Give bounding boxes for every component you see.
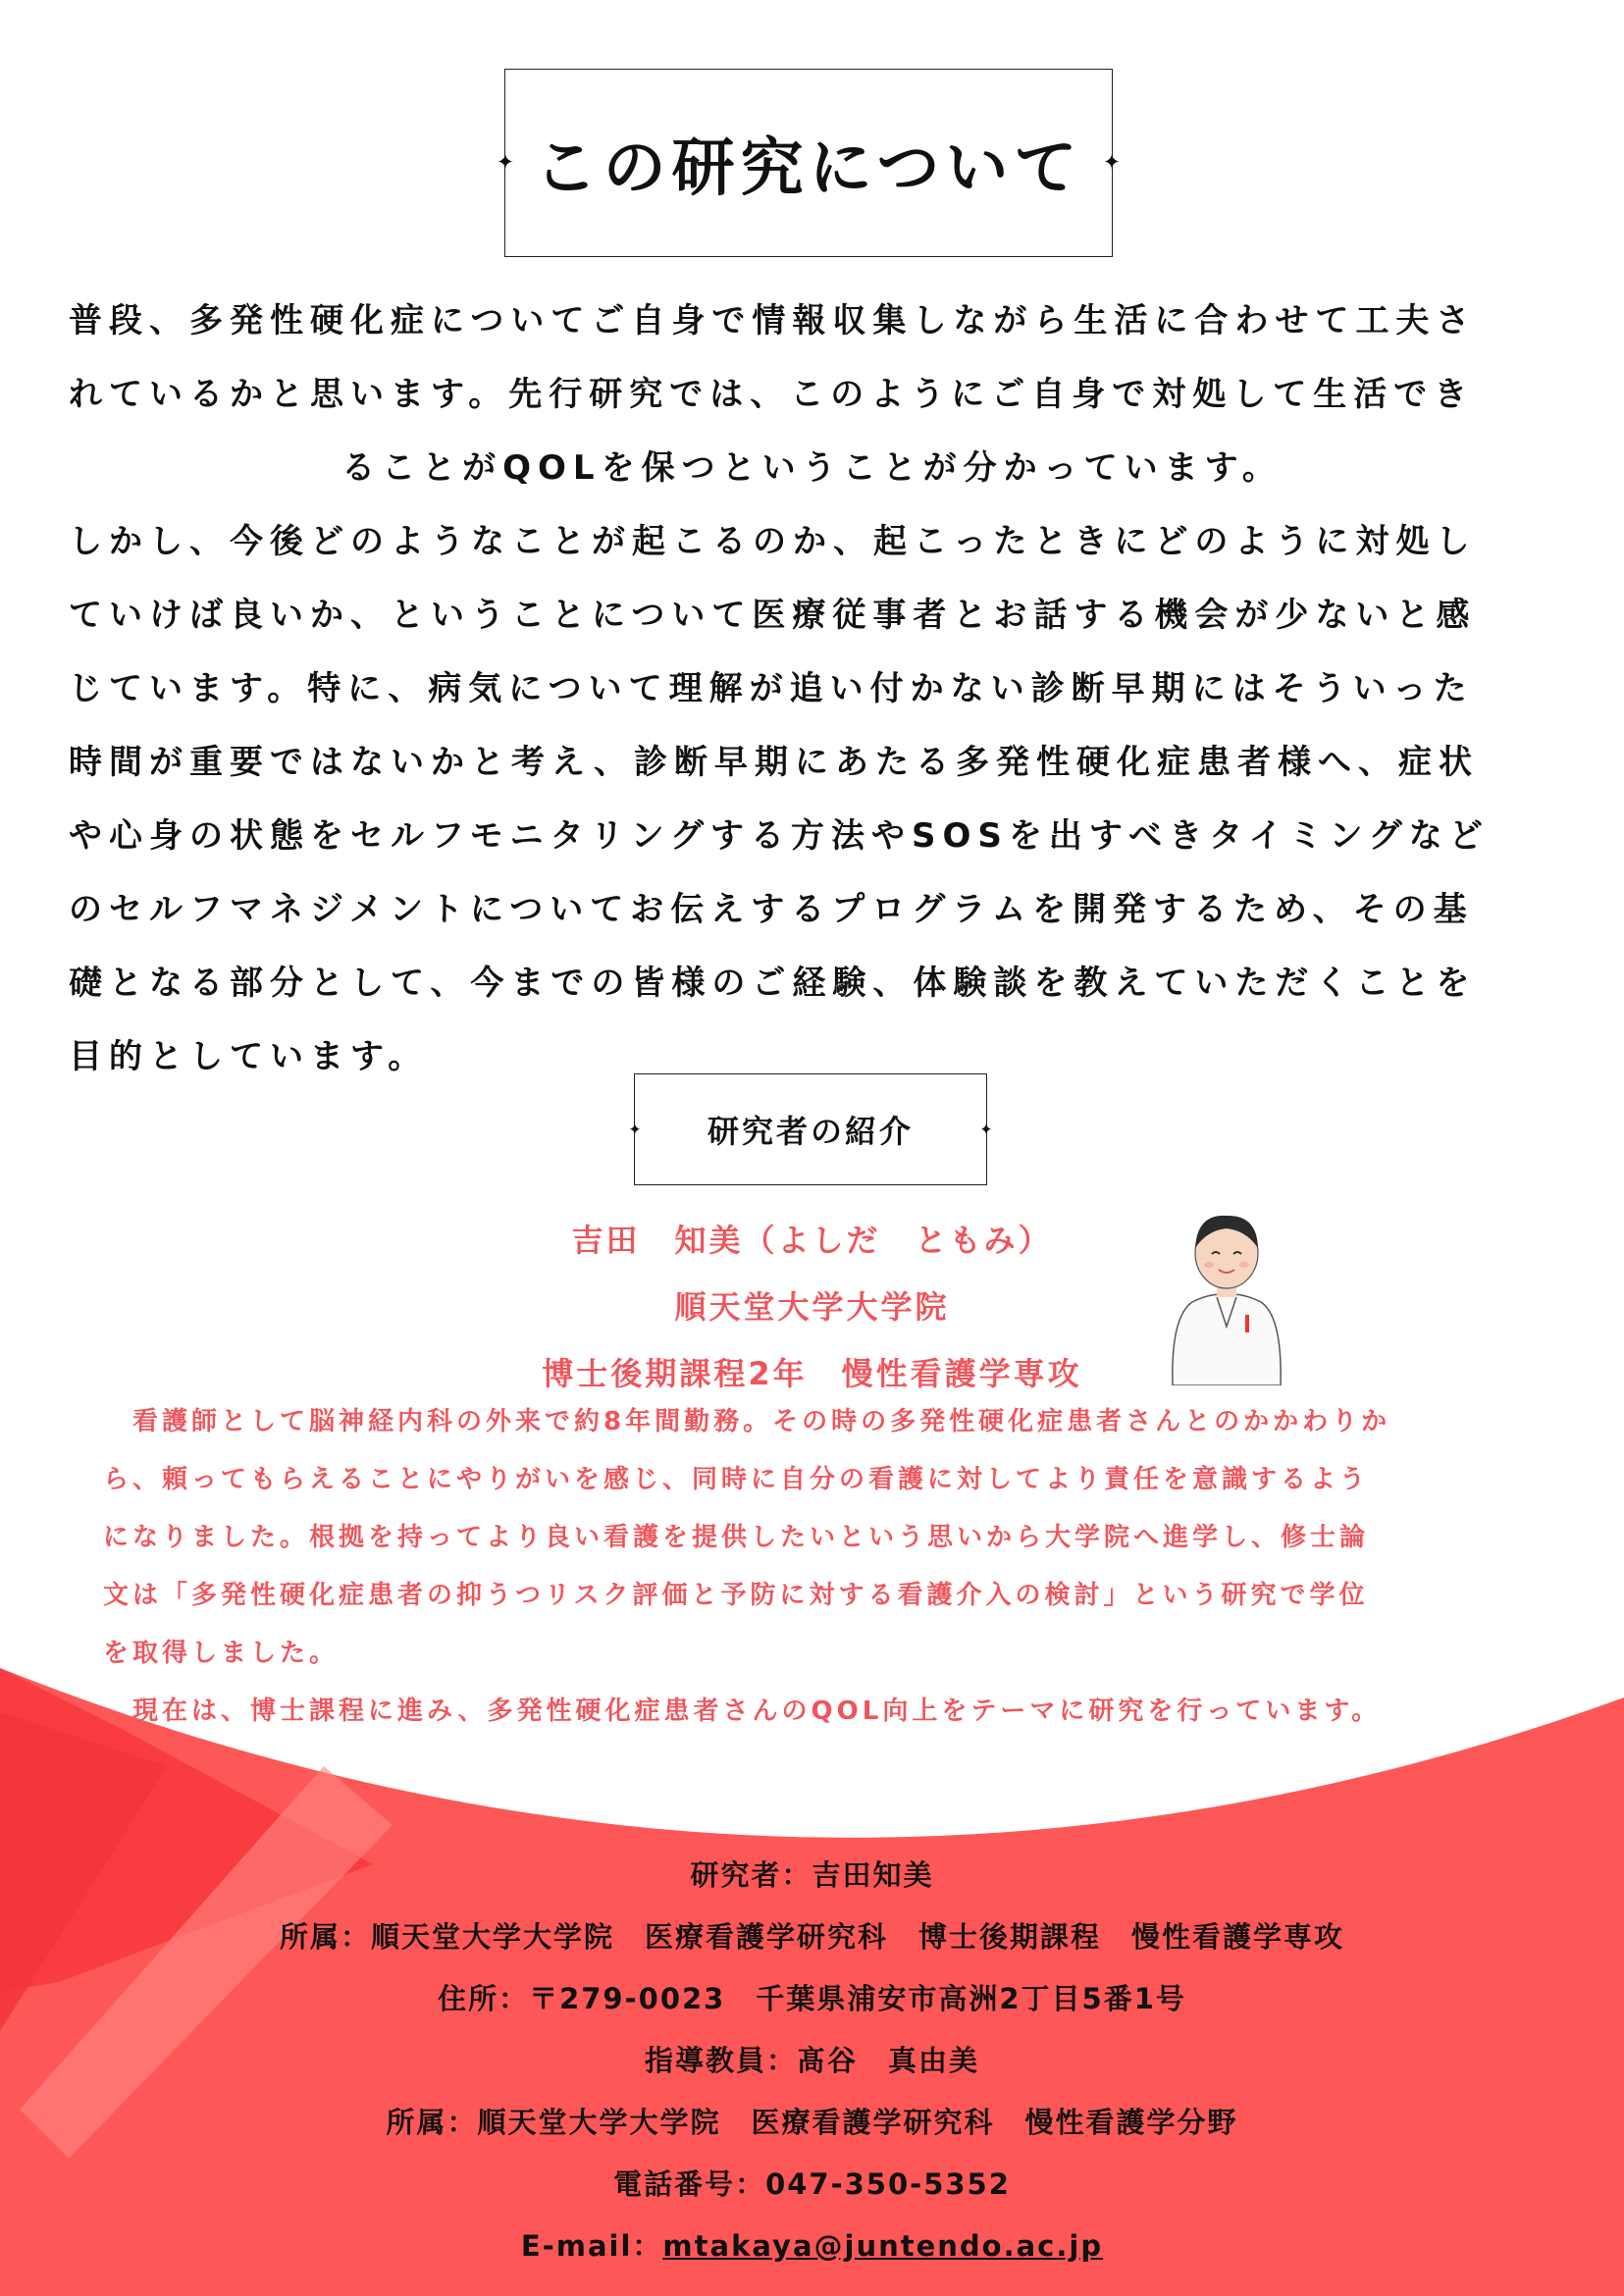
researcher-bio xyxy=(103,1393,1536,1741)
contact-info xyxy=(0,1845,1624,2277)
bio-line: 現在は、博士課程に進み、多発性硬化症患者さんのQOL向上をテーマに研究を行っています。 xyxy=(103,1696,1382,1726)
intro-line: や心身の状態をセルフモニタリングする方法やSOSを出すべきタイミングなど xyxy=(69,816,1490,856)
intro-line: れているかと思います。先行研究では、このようにご自身で対処して生活でき xyxy=(69,375,1475,414)
bio-line: 文は「多発性硬化症患者の抑うつリスク評価と予防に対する看護介入の検討」という研究で学位 xyxy=(103,1581,1369,1610)
sparkle-icon: ✦ xyxy=(979,1120,993,1139)
intro-line: 時間が重要ではないかと考え、診断早期にあたる多発性硬化症患者様へ、症状 xyxy=(69,743,1480,782)
researcher-name: 吉田 知美（よしだ ともみ） xyxy=(571,1222,1053,1259)
bio-line: ら、頼ってもらえることにやりがいを感じ、同時に自分の看護に対してより責任を意識するよう xyxy=(103,1465,1370,1494)
researcher-heading: 研究者の紹介 xyxy=(707,1113,914,1150)
researcher-school: 順天堂大学大学院 xyxy=(674,1288,950,1326)
email-label: E-mail： xyxy=(520,2229,663,2263)
sparkle-icon: ✦ xyxy=(1102,150,1122,176)
sparkle-icon: ✦ xyxy=(496,150,515,176)
page-title: この研究について xyxy=(534,132,1083,205)
intro-line: しかし、今後どのようなことが起こるのか、起こったときにどのように対処し xyxy=(69,522,1477,561)
contact-advisor: 指導教員：髙谷 真由美 xyxy=(644,2044,979,2077)
nurse-avatar xyxy=(1163,1199,1290,1385)
intro-line: 目的としています。 xyxy=(69,1037,429,1076)
bio-line: を取得しました。 xyxy=(103,1639,340,1668)
title-box xyxy=(496,69,1122,257)
intro-line: 普段、多発性硬化症についてご自身で情報収集しながら生活に合わせて工夫さ xyxy=(69,301,1477,340)
contact-phone: 電話番号：047-350-5352 xyxy=(613,2167,1011,2201)
intro-line: ることがQOLを保つということが分かっています。 xyxy=(341,448,1283,488)
contact-email-row xyxy=(0,2216,1624,2277)
sparkle-icon: ✦ xyxy=(628,1120,642,1139)
intro-line: 礎となる部分として、今までの皆様のご経験、体験談を教えていただくことを xyxy=(69,964,1477,1003)
intro-paragraph xyxy=(69,285,1555,1094)
intro-line: のセルフマネジメントについてお伝えするプログラムを開発するため、その基 xyxy=(69,890,1474,929)
contact-affiliation: 所属：順天堂大学大学院 医療看護学研究科 博士後期課程 慢性看護学専攻 xyxy=(279,1920,1344,1954)
bio-line: になりました。根拠を持ってより良い看護を提供したいという思いから大学院へ進学し、修士論 xyxy=(103,1523,1370,1552)
bio-line: 看護師として脳神経内科の外来で約8年間勤務。その時の多発性硬化症患者さんとのかかわりか xyxy=(103,1407,1391,1436)
email-link[interactable]: mtakaya@juntendo.ac.jp xyxy=(662,2229,1104,2263)
researcher-program: 博士後期課程2年 慢性看護学専攻 xyxy=(542,1355,1082,1392)
researcher-profile xyxy=(0,1207,1624,1407)
intro-line: じています。特に、病気について理解が追い付かない診断早期にはそういった xyxy=(69,669,1474,708)
researcher-heading-box xyxy=(628,1073,993,1185)
contact-address: 住所：〒279-0023 千葉県浦安市高洲2丁目5番1号 xyxy=(438,1982,1186,2015)
contact-advisor-affiliation: 所属：順天堂大学大学院 医療看護学研究科 慢性看護学分野 xyxy=(386,2106,1238,2139)
contact-researcher: 研究者：吉田知美 xyxy=(690,1858,934,1892)
intro-line: ていけば良いか、ということについて医療従事者とお話する機会が少ないと感 xyxy=(69,596,1477,635)
